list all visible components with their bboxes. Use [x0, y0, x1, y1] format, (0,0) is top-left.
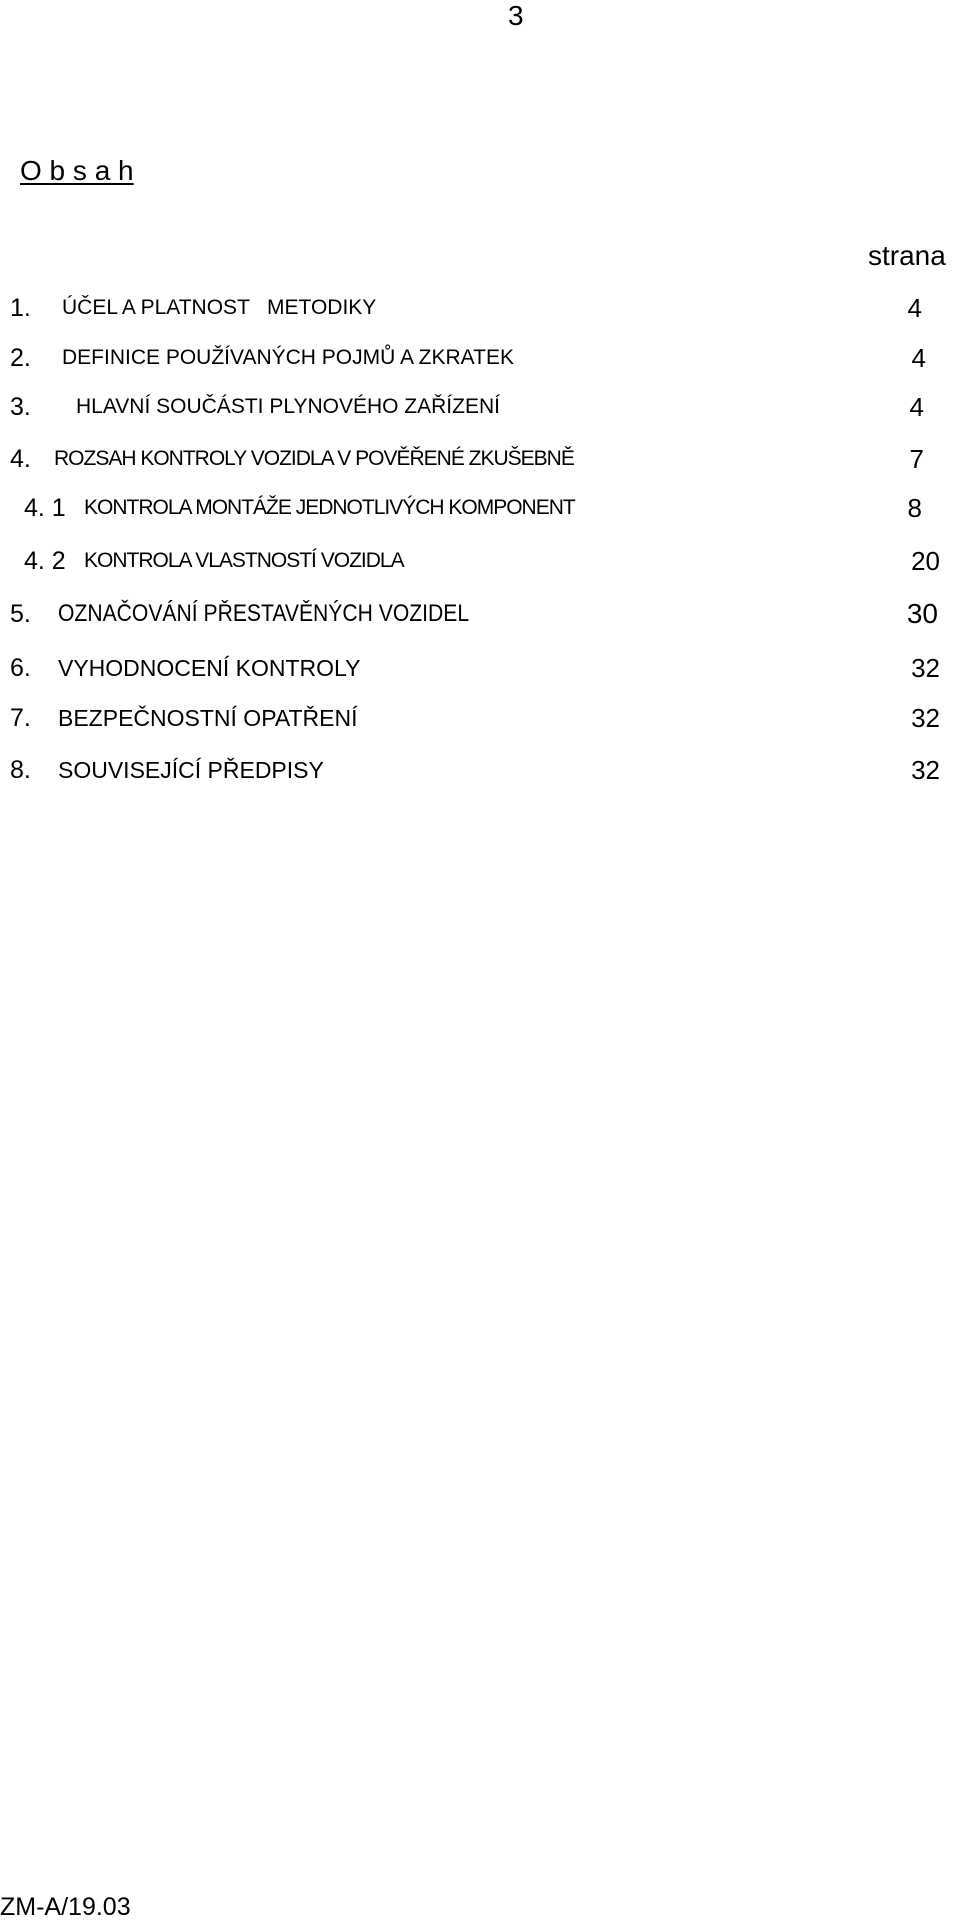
- toc-entry-number: 2.: [10, 344, 31, 372]
- toc-entry-page: 32: [911, 653, 940, 683]
- toc-entry-label: ÚČEL A PLATNOST METODIKY: [62, 296, 377, 319]
- toc-entry-page: 4: [909, 392, 924, 422]
- toc-entry: [0, 543, 960, 579]
- toc-entry-page: 32: [911, 703, 940, 733]
- toc-entry-number: 4. 2: [24, 547, 66, 575]
- toc-entry-label: SOUVISEJÍCÍ PŘEDPISY: [58, 757, 324, 783]
- toc-entry-label: ROZSAH KONTROLY VOZIDLA V POVĚŘENÉ ZKUŠEBNĚ: [54, 447, 574, 470]
- toc-entry: [0, 752, 960, 788]
- toc-entry-label: KONTROLA VLASTNOSTÍ VOZIDLA: [84, 549, 404, 572]
- toc-entry-page: 20: [911, 546, 940, 576]
- toc-entry-label: BEZPEČNOSTNÍ OPATŘENÍ: [58, 705, 358, 731]
- toc-entry-page: 8: [907, 493, 922, 523]
- toc-entry: [0, 441, 960, 477]
- toc-entry-label: VYHODNOCENÍ KONTROLY: [58, 655, 361, 681]
- toc-entry-number: 6.: [10, 654, 31, 682]
- toc-entry: [0, 650, 960, 686]
- toc-entry: [0, 490, 960, 526]
- toc-entry-number: 3.: [10, 393, 31, 421]
- toc-entry-number: 1.: [10, 294, 31, 322]
- page-number: 3: [508, 0, 524, 31]
- toc-entry-page: 30: [906, 598, 938, 629]
- toc-entry-number: 8.: [10, 756, 31, 784]
- toc-entry: [0, 596, 960, 632]
- toc-entry-label: KONTROLA MONTÁŽE JEDNOTLIVÝCH KOMPONENT: [84, 496, 575, 519]
- toc-entry-page: 4: [911, 343, 926, 373]
- toc-entry-label: OZNAČOVÁNÍ PŘESTAVĚNÝCH VOZIDEL: [58, 600, 470, 627]
- page-column-header: strana: [868, 240, 946, 271]
- document-code: ZM-A/19.03: [0, 1893, 131, 1921]
- toc-title: O b s a h: [20, 155, 134, 186]
- toc-entry: [0, 340, 960, 376]
- toc-entry-page: 7: [909, 444, 924, 474]
- toc-entry-number: 7.: [10, 704, 31, 732]
- toc-entry-label: DEFINICE POUŽÍVANÝCH POJMŮ A ZKRATEK: [62, 346, 514, 369]
- toc-entry-number: 4. 1: [24, 494, 66, 522]
- toc-entry-number: 4.: [10, 445, 31, 473]
- toc-entry-number: 5.: [10, 600, 31, 628]
- toc-entry-page: 4: [907, 293, 922, 323]
- toc-entry: [0, 700, 960, 736]
- toc-entry-page: 32: [911, 755, 940, 785]
- toc-entry-label: HLAVNÍ SOUČÁSTI PLYNOVÉHO ZAŘÍZENÍ: [76, 395, 500, 418]
- toc-entry: [0, 290, 960, 326]
- toc-entry: [0, 389, 960, 425]
